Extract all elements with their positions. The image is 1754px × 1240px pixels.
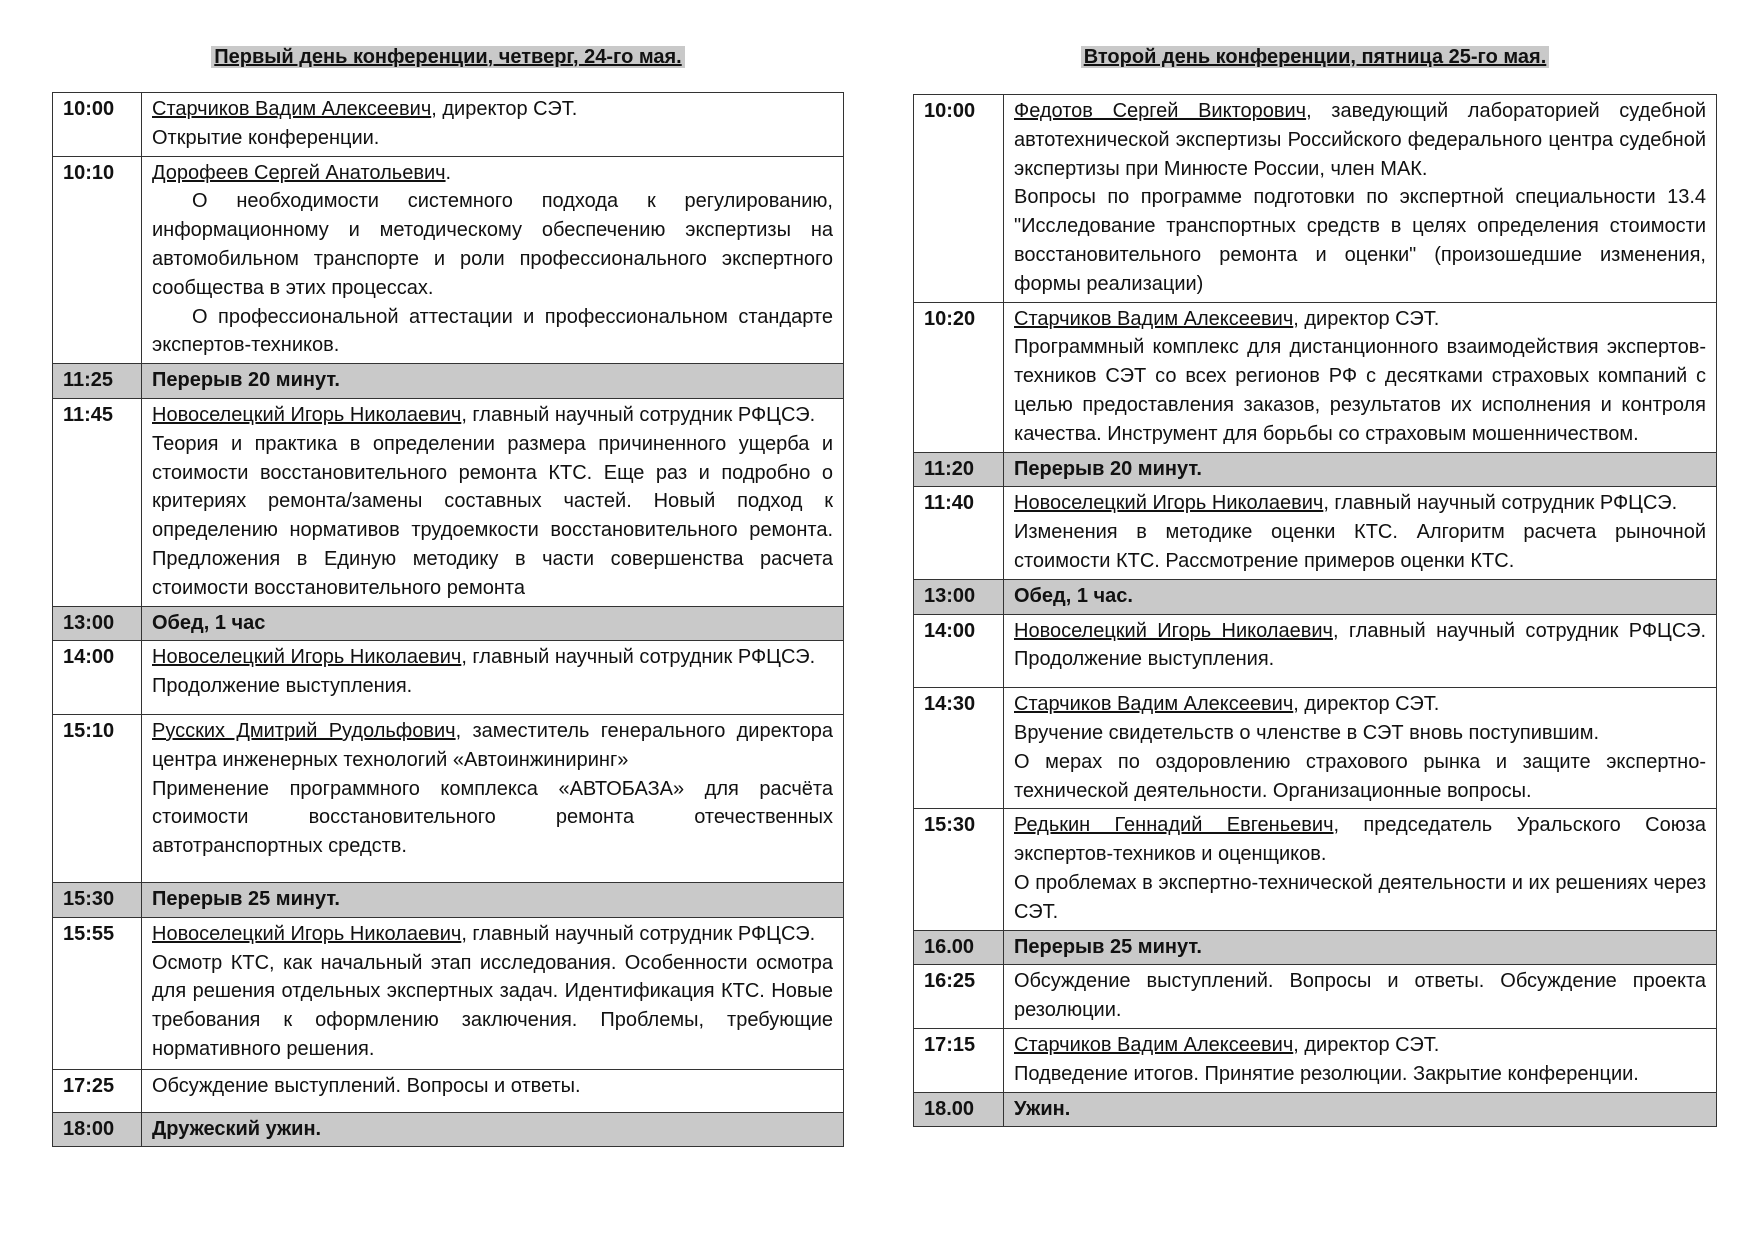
session-details (142, 641, 844, 715)
break-label: Ужин. (1004, 1092, 1717, 1127)
session-time: 15:55 (53, 917, 142, 1069)
session-description: Продолжение выступления. (152, 675, 413, 698)
session-speaker-line (152, 920, 833, 949)
session-time: 11:25 (53, 364, 142, 399)
speaker-role: , директор СЭТ. (1293, 693, 1440, 716)
session-row (53, 917, 844, 1069)
speaker-name: Федотов Сергей Викторович (1014, 100, 1307, 122)
session-details (1004, 688, 1717, 809)
session-details (142, 1069, 844, 1112)
session-time: 11:20 (914, 452, 1004, 487)
session-time: 10:20 (914, 302, 1004, 452)
session-time: 10:00 (914, 95, 1004, 303)
day2-title-text: Второй день конференции, пятница 25-го мая. (1081, 46, 1550, 68)
session-time: 14:00 (914, 614, 1004, 688)
day2-schedule-table (913, 94, 1717, 1127)
day1-title (52, 43, 844, 71)
session-row (53, 398, 844, 606)
speaker-role: . (445, 161, 452, 184)
session-time: 11:40 (914, 487, 1004, 579)
session-speaker-line (1014, 1031, 1706, 1060)
session-speaker-line (152, 95, 833, 124)
session-time: 11:45 (53, 398, 142, 606)
session-time: 13:00 (53, 606, 142, 641)
session-time: 15:30 (53, 882, 142, 917)
day1-schedule-table (52, 92, 844, 1147)
speaker-role: , заместитель генерального директора центра инженерных технологий «Автоинжиниринг» (152, 719, 833, 771)
break-row (53, 606, 844, 641)
speaker-role: , главный научный сотрудник РФЦСЭ. Продолжение выступления. (1014, 619, 1706, 671)
speaker-name: Русских Дмитрий Рудольфович (152, 719, 456, 742)
session-row (53, 156, 844, 364)
session-description: Вручение свидетельств о членстве в СЭТ вновь поступившим. (1014, 721, 1600, 744)
break-label: Перерыв 25 минут. (142, 882, 844, 917)
session-row (914, 809, 1717, 930)
session-description: Подведение итогов. Принятие резолюции. Закрытие конференции. (1014, 1062, 1639, 1085)
session-row (914, 688, 1717, 809)
session-speaker-line (1014, 690, 1706, 719)
break-row (914, 930, 1717, 965)
session-description: Вопросы по программе подготовки по экспертной специальности 13.4 "Исследование транспортных средств в целях определения стоимости восстановительного ремонта и оценки" (произошедшие изменения, формы реализации) (1014, 186, 1706, 295)
session-time: 13:00 (914, 579, 1004, 614)
session-description: Обсуждение выступлений. Вопросы и ответы. Обсуждение проекта резолюции. (1014, 970, 1706, 1022)
speaker-name: Новоселецкий Игорь Николаевич (1014, 619, 1333, 642)
speaker-role: , главный научный сотрудник РФЦСЭ. (461, 646, 816, 669)
speaker-name: Старчиков Вадим Алексеевич (1014, 307, 1294, 330)
session-details (1004, 614, 1717, 688)
break-row (53, 1112, 844, 1147)
break-row (914, 1092, 1717, 1127)
session-row (914, 614, 1717, 688)
break-row (53, 882, 844, 917)
break-label: Обед, 1 час (142, 606, 844, 641)
speaker-role: , председатель Уральского Союза экспертов-техников и оценщиков. (1014, 814, 1707, 866)
speaker-role: , директор СЭТ. (1293, 1033, 1440, 1056)
session-time: 17:25 (53, 1069, 142, 1112)
session-row (914, 95, 1717, 303)
session-details (142, 714, 844, 882)
day2-schedule-body (914, 95, 1717, 1127)
session-time: 16.00 (914, 930, 1004, 965)
break-label: Перерыв 20 минут. (142, 364, 844, 399)
session-row (53, 641, 844, 715)
session-details (1004, 302, 1717, 452)
session-details (1004, 965, 1717, 1029)
session-description: Применение программного комплекса «АВТОБАЗА» для расчёта стоимости восстановительного ремонта отечественных автотранспортных средств. (152, 777, 833, 858)
session-description: О мерах по оздоровлению страхового рынка и защите экспертно-технической деятельности. Организационные вопросы. (1014, 750, 1706, 802)
speaker-role: , директор СЭТ. (1293, 307, 1440, 330)
session-row (914, 1028, 1717, 1092)
session-details (142, 156, 844, 364)
break-label: Обед, 1 час. (1004, 579, 1717, 614)
session-time: 18:00 (53, 1112, 142, 1147)
session-row (53, 1069, 844, 1112)
session-time: 16:25 (914, 965, 1004, 1029)
session-description: Изменения в методике оценки КТС. Алгоритм расчета рыночной стоимости КТС. Рассмотрение примеров оценки КТС. (1014, 521, 1706, 572)
session-description: Открытие конференции. (152, 126, 380, 149)
session-speaker-line (152, 717, 833, 775)
speaker-name: Старчиков Вадим Алексеевич (1014, 693, 1294, 716)
session-description: Теория и практика в определении размера причиненного ущерба и стоимости восстановительного ремонта КТС. Еще раз и подробно о критериях ремонта/замены составных частей. Новый подход к определению нормативов трудоемкости восстановительного ремонта. Предложения в Единую методику в части совершенства расчета стоимости восстановительного ремонта (152, 432, 833, 599)
session-time: 14:30 (914, 688, 1004, 809)
break-row (53, 364, 844, 399)
session-time: 15:30 (914, 809, 1004, 930)
session-speaker-line (1014, 489, 1706, 518)
speaker-role: , директор СЭТ. (431, 98, 578, 120)
break-label: Перерыв 20 минут. (1004, 452, 1717, 487)
session-time: 10:10 (53, 156, 142, 364)
speaker-role: , главный научный сотрудник РФЦСЭ. (461, 922, 816, 945)
session-details (1004, 487, 1717, 579)
session-description: О необходимости системного подхода к регулированию, информационному и методическому обеспечению экспертизы на автомобильном транспорте и роли профессионального экспертного сообщества в этих процессах. (152, 190, 833, 299)
session-details (1004, 95, 1717, 303)
speaker-name: Дорофеев Сергей Анатольевич (152, 161, 446, 184)
session-description: О проблемах в экспертно-технической деятельности и их решениях через СЭТ. (1014, 871, 1706, 923)
session-details (142, 398, 844, 606)
session-time: 15:10 (53, 714, 142, 882)
session-row (53, 714, 844, 882)
session-row (914, 965, 1717, 1029)
session-speaker-line (1014, 97, 1706, 183)
session-time: 17:15 (914, 1028, 1004, 1092)
session-description: Программный комплекс для дистанционного взаимодействия экспертов-техников СЭТ со всех регионов РФ с десятками страховых компаний с целью предоставления заказов, результатов их исполнения и контроля качества. Инструмент для борьбы со страховым мошенничеством. (1014, 336, 1706, 445)
break-label: Дружеский ужин. (142, 1112, 844, 1147)
session-description: О профессиональной аттестации и профессиональном стандарте экспертов-техников. (152, 305, 833, 357)
speaker-name: Новоселецкий Игорь Николаевич (152, 922, 462, 945)
session-details (1004, 809, 1717, 930)
session-speaker-line (1014, 617, 1706, 675)
session-row (53, 93, 844, 157)
session-details (142, 93, 844, 157)
session-speaker-line (1014, 305, 1706, 334)
speaker-name: Редькин Геннадий Евгеньевич (1014, 814, 1334, 837)
speaker-role: , главный научный сотрудник РФЦСЭ. (461, 403, 816, 426)
day1-title-text: Первый день конференции, четверг, 24-го мая. (211, 46, 684, 68)
session-row (914, 302, 1717, 452)
session-description: Обсуждение выступлений. Вопросы и ответы. (152, 1074, 581, 1097)
session-speaker-line (152, 401, 833, 430)
session-description: Осмотр КТС, как начальный этап исследования. Особенности осмотра для решения отдельных экспертных задач. Идентификация КТС. Новые требования к оформлению заключения. Проблемы, требующие нормативного решения. (152, 951, 833, 1060)
speaker-name: Новоселецкий Игорь Николаевич (1014, 492, 1324, 515)
speaker-name: Старчиков Вадим Алексеевич (152, 98, 432, 120)
speaker-role: , заведующий лабораторией судебной автотехнической экспертизы Российского федерального центра судебной экспертизы при Минюсте России, член МАК. (1014, 100, 1706, 180)
session-details (1004, 1028, 1717, 1092)
session-row (914, 487, 1717, 579)
day1-schedule-body (53, 93, 844, 1147)
session-details (142, 917, 844, 1069)
session-speaker-line (1014, 811, 1706, 869)
session-time: 10:00 (53, 93, 142, 157)
break-row (914, 579, 1717, 614)
break-label: Перерыв 25 минут. (1004, 930, 1717, 965)
break-row (914, 452, 1717, 487)
session-speaker-line (152, 159, 833, 188)
speaker-role: , главный научный сотрудник РФЦСЭ. (1323, 492, 1678, 515)
session-time: 14:00 (53, 641, 142, 715)
speaker-name: Старчиков Вадим Алексеевич (1014, 1033, 1294, 1056)
speaker-name: Новоселецкий Игорь Николаевич (152, 646, 462, 669)
speaker-name: Новоселецкий Игорь Николаевич (152, 403, 462, 426)
session-speaker-line (152, 643, 833, 672)
session-time: 18.00 (914, 1092, 1004, 1127)
day2-title (913, 43, 1717, 71)
